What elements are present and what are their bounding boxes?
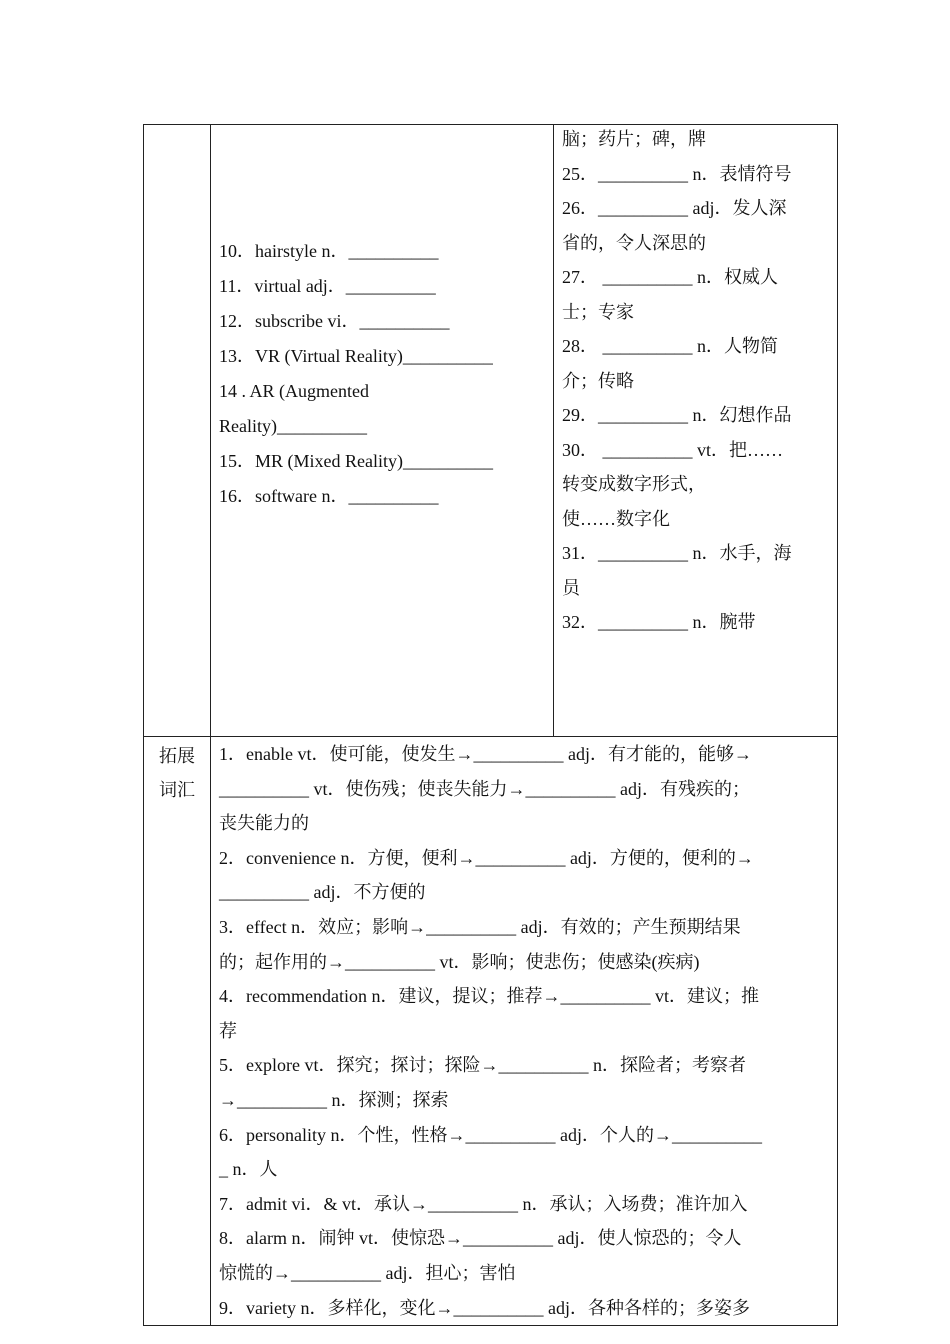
list-item: 丧失能力的 — [219, 813, 309, 834]
right-word-list-cell — [554, 125, 838, 737]
list-item: 31．__________ n．水手，海 — [562, 543, 792, 563]
empty-label-cell — [144, 125, 211, 737]
list-item: 的；起作用的→__________ vt．影响；使悲伤；使感染(疾病) — [219, 951, 700, 972]
list-item: __________ adj．不方便的 — [219, 882, 426, 903]
list-item: 员 — [562, 577, 580, 598]
list-item: 8．alarm n．闹钟 vt．使惊恐→__________ adj．使人惊恐的；令人 — [219, 1228, 742, 1249]
list-item: 32．__________ n．腕带 — [562, 612, 756, 632]
list-item: 11．virtual adj．__________ — [219, 276, 436, 296]
list-item: 脑；药片；碑，牌 — [562, 129, 706, 149]
list-item: 10．hairstyle n．__________ — [219, 241, 439, 261]
section-label-line1: 拓展 — [159, 746, 195, 766]
list-item: 26．__________ adj．发人深 — [562, 198, 787, 218]
section-label-cell — [144, 737, 211, 1326]
list-item: _ n．人 — [219, 1159, 278, 1180]
list-item: 5．explore vt．探究；探讨；探险→__________ n．探险者；考察者 — [219, 1055, 746, 1076]
list-item: __________ vt．使伤残；使丧失能力→__________ adj．有残疾的； — [219, 778, 750, 799]
list-item: 13．VR (Virtual Reality)__________ — [219, 346, 493, 366]
list-item: 25．__________ n．表情符号 — [562, 163, 792, 184]
list-item: 30． __________ vt．把…… — [562, 439, 784, 460]
list-item: 29．__________ n．幻想作品 — [562, 405, 792, 425]
list-item: 28． __________ n．人物简 — [562, 336, 778, 356]
list-item: Reality)__________ — [219, 416, 367, 436]
list-item: 省的，令人深思的 — [562, 232, 706, 253]
list-item: 9．variety n．多样化，变化→__________ adj．各种各样的；多姿多 — [219, 1297, 750, 1318]
list-item: 16．software n．__________ — [219, 486, 439, 506]
vocabulary-table — [143, 124, 838, 1326]
list-item: 介；传略 — [562, 370, 634, 391]
list-item: 15．MR (Mixed Reality)__________ — [219, 451, 493, 471]
list-item: 6．personality n．个性，性格→__________ adj．个人的→__________ — [219, 1124, 762, 1145]
list-item: 12．subscribe vi．__________ — [219, 311, 450, 331]
list-item: 27． __________ n．权威人 — [562, 267, 778, 287]
list-item: 转变成数字形式， — [562, 474, 706, 494]
list-item: 14 . AR (Augmented — [219, 381, 369, 401]
list-item: 4．recommendation n．建议，提议；推荐→__________ vt．建议；推 — [219, 986, 759, 1007]
list-item: 使……数字化 — [562, 508, 670, 529]
list-item: 1．enable vt．使可能，使发生→__________ adj．有才能的，能够→ — [219, 744, 752, 764]
list-item: →__________ n．探测；探索 — [219, 1089, 449, 1110]
list-item: 士；专家 — [562, 301, 634, 322]
section-label-line2: 词汇 — [159, 780, 195, 800]
list-item: 惊慌的→__________ adj．担心；害怕 — [219, 1262, 516, 1283]
list-item: 荐 — [219, 1020, 237, 1041]
list-item: 7．admit vi．& vt．承认→__________ n．承认；入场费；准许加入 — [219, 1193, 748, 1214]
expansion-words-cell — [211, 737, 838, 1326]
list-item: 2．convenience n．方便，便利→__________ adj．方便的，便利的→ — [219, 847, 754, 868]
table-row-2 — [144, 737, 838, 1326]
table-row-1 — [144, 125, 838, 737]
left-word-list-cell — [211, 125, 554, 737]
list-item: 3．effect n．效应；影响→__________ adj．有效的；产生预期结果 — [219, 916, 741, 937]
